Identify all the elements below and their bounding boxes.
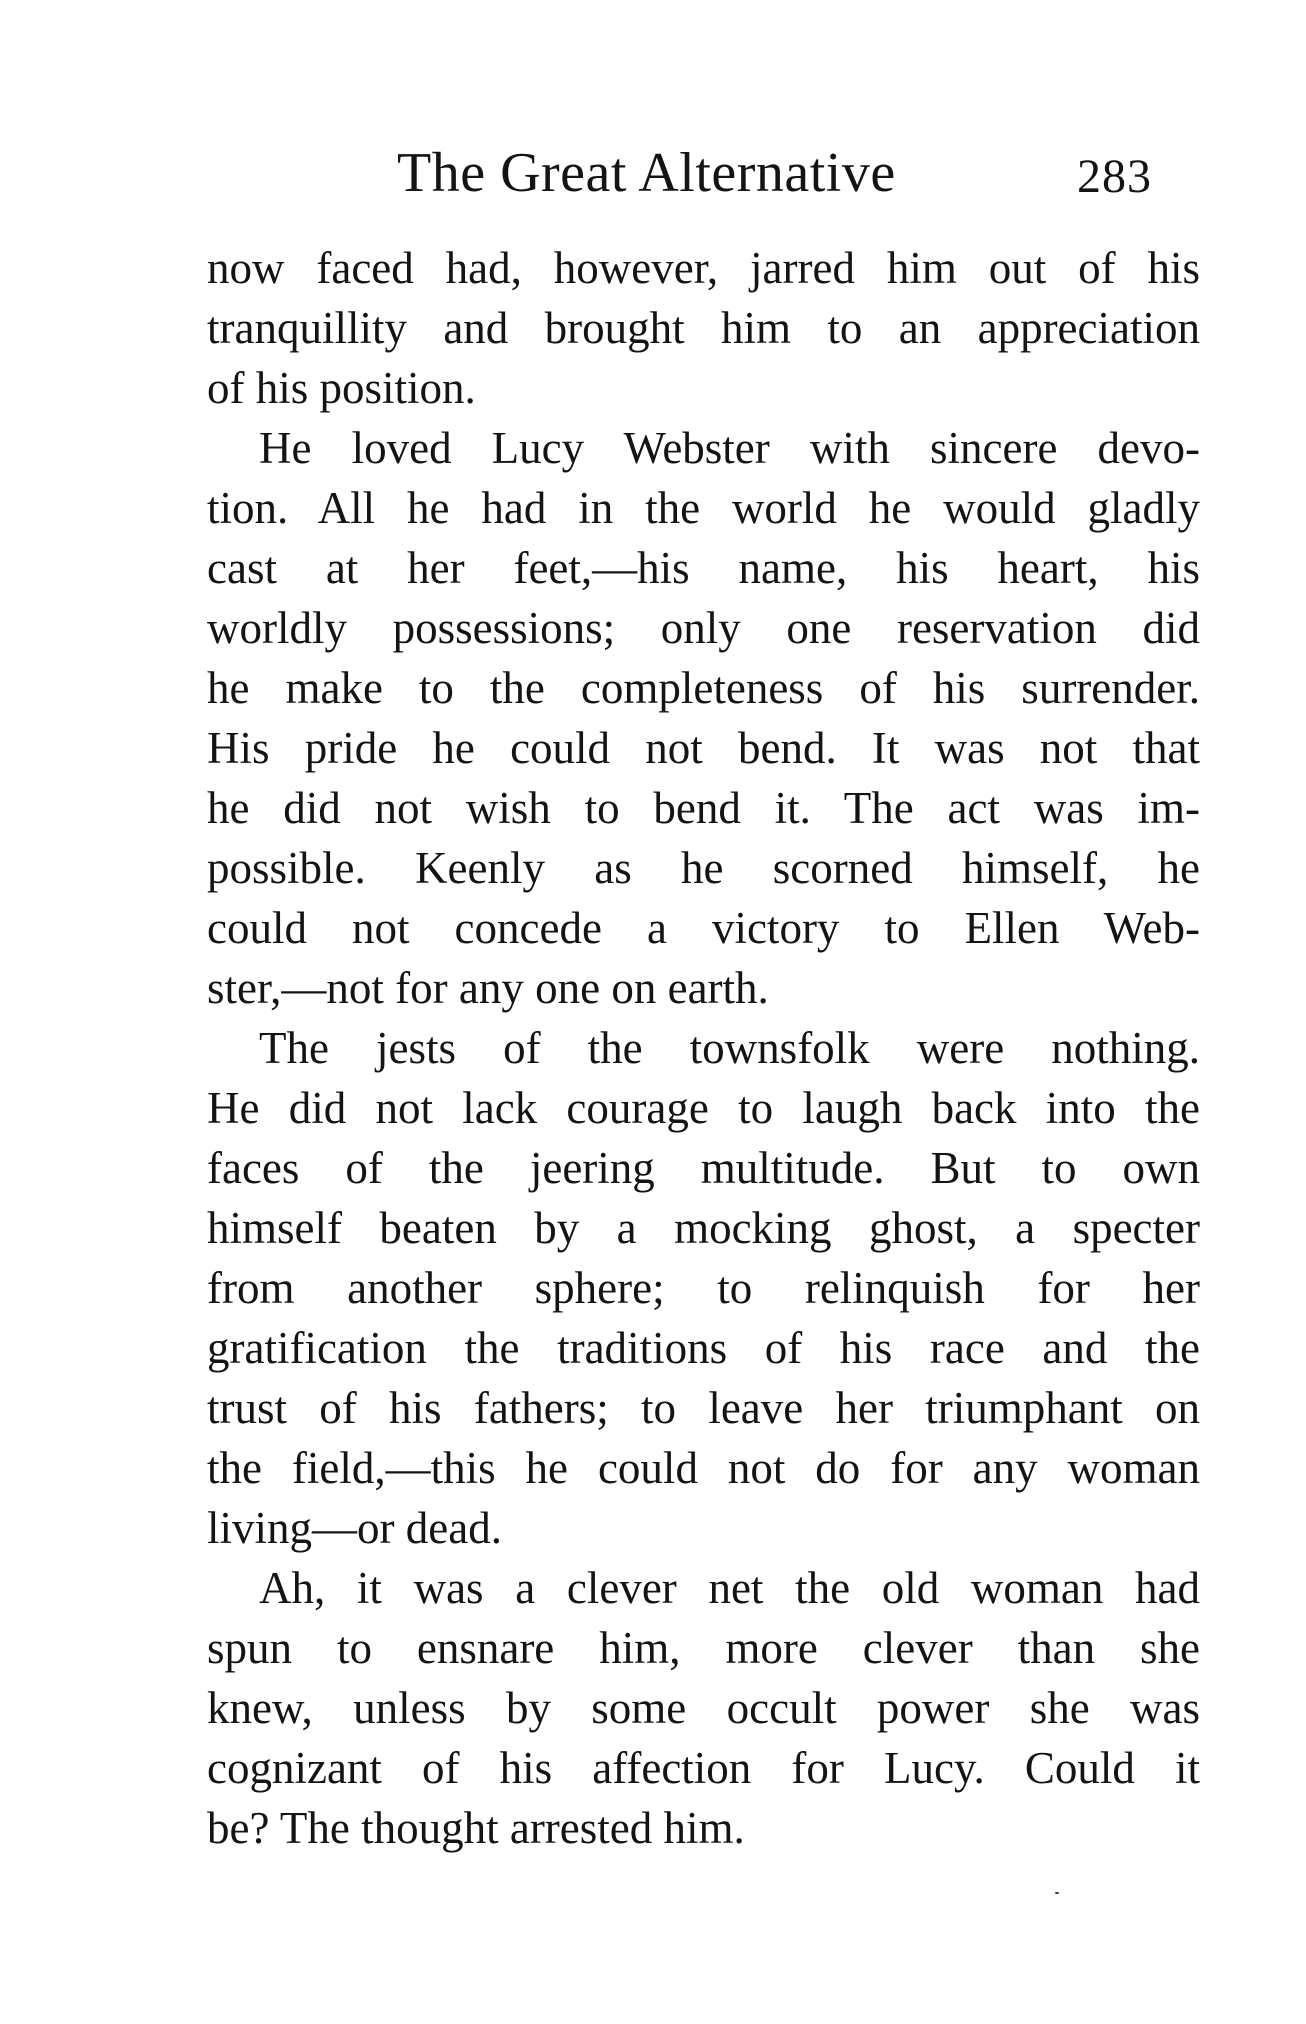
text-line: gratification the traditions of his race and the [207, 1323, 1200, 1373]
text-line: he make to the completeness of his surrender. [207, 663, 1200, 713]
text-line: possible. Keenly as he scorned himself, he [207, 843, 1200, 893]
page-number: 283 [1077, 150, 1152, 203]
text-line: living—or dead. [207, 1503, 502, 1553]
text-line: He loved Lucy Webster with sincere devo- [259, 423, 1200, 473]
speck-mark [1055, 1892, 1059, 1894]
text-line: tranquillity and brought him to an appreciation [207, 303, 1200, 353]
text-line: trust of his fathers; to leave her triumphant on [207, 1383, 1200, 1433]
text-line: knew, unless by some occult power she was [207, 1683, 1200, 1733]
text-line: tion. All he had in the world he would gladly [207, 483, 1200, 533]
text-line: he did not wish to bend it. The act was im- [207, 783, 1200, 833]
text-line: His pride he could not bend. It was not that [207, 723, 1200, 773]
text-line: The jests of the townsfolk were nothing. [259, 1023, 1200, 1073]
text-line: He did not lack courage to laugh back into the [207, 1083, 1200, 1133]
running-head [207, 138, 1207, 208]
text-line: spun to ensnare him, more clever than she [207, 1623, 1200, 1673]
body-text [207, 238, 1200, 1858]
text-line: of his position. [207, 363, 476, 413]
text-line: could not concede a victory to Ellen Web- [207, 903, 1200, 953]
text-line: now faced had, however, jarred him out of his [207, 243, 1200, 293]
text-line: faces of the jeering multitude. But to own [207, 1143, 1200, 1193]
text-line: himself beaten by a mocking ghost, a specter [207, 1203, 1200, 1253]
text-line: cognizant of his affection for Lucy. Could it [207, 1743, 1200, 1793]
text-line: cast at her feet,—his name, his heart, his [207, 543, 1200, 593]
text-line: ster,—not for any one on earth. [207, 963, 769, 1013]
text-line: worldly possessions; only one reservation did [207, 603, 1200, 653]
running-title: The Great Alternative [397, 142, 896, 204]
text-line: Ah, it was a clever net the old woman had [259, 1563, 1200, 1613]
text-line: from another sphere; to relinquish for her [207, 1263, 1200, 1313]
text-line: the field,—this he could not do for any woman [207, 1443, 1200, 1493]
text-line: be? The thought arrested him. [207, 1803, 745, 1853]
